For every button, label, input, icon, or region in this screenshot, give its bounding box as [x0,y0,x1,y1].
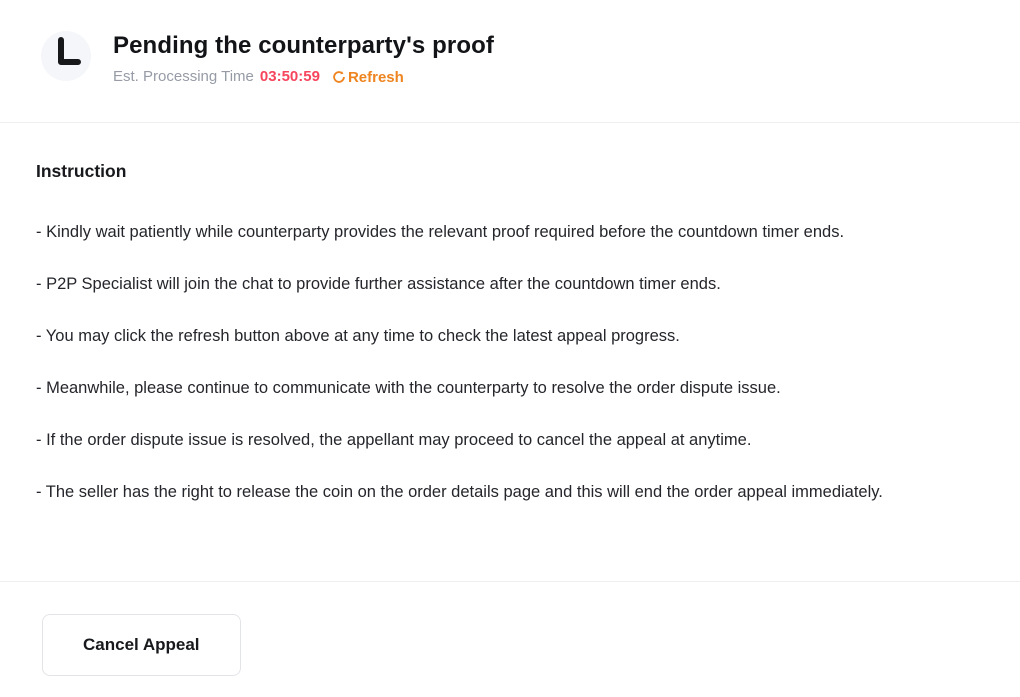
instruction-item: - P2P Specialist will join the chat to provide further assistance after the countdown timer ends. [36,275,721,293]
refresh-button[interactable] [332,69,404,86]
refresh-label: Refresh [347,68,404,86]
clock-icon [41,29,91,84]
instruction-item: - If the order dispute issue is resolved, the appellant may proceed to cancel the appeal at anytime. [36,431,752,449]
cancel-appeal-button[interactable]: Cancel Appeal [42,614,241,676]
instruction-item: - The seller has the right to release the coin on the order details page and this will end the order appeal immediately. [36,483,883,501]
instruction-section [0,123,1020,582]
appeal-status-header [0,0,1020,123]
processing-time-label: Est. Processing Time [113,68,254,85]
processing-time-value: 03:50:59 [259,68,320,85]
status-icon-circle [41,31,91,81]
footer-actions [0,582,1020,676]
processing-time-row [113,67,494,87]
refresh-icon [332,70,348,84]
instruction-heading: Instruction [36,161,127,181]
instruction-item: - Kindly wait patiently while counterparty provides the relevant proof required before the countdown timer ends. [36,223,845,241]
instruction-item: - Meanwhile, please continue to communicate with the counterparty to resolve the order dispute issue. [36,379,781,397]
page-title: Pending the counterparty's proof [113,32,494,59]
instruction-item: - You may click the refresh button above at any time to check the latest appeal progress. [36,327,680,345]
